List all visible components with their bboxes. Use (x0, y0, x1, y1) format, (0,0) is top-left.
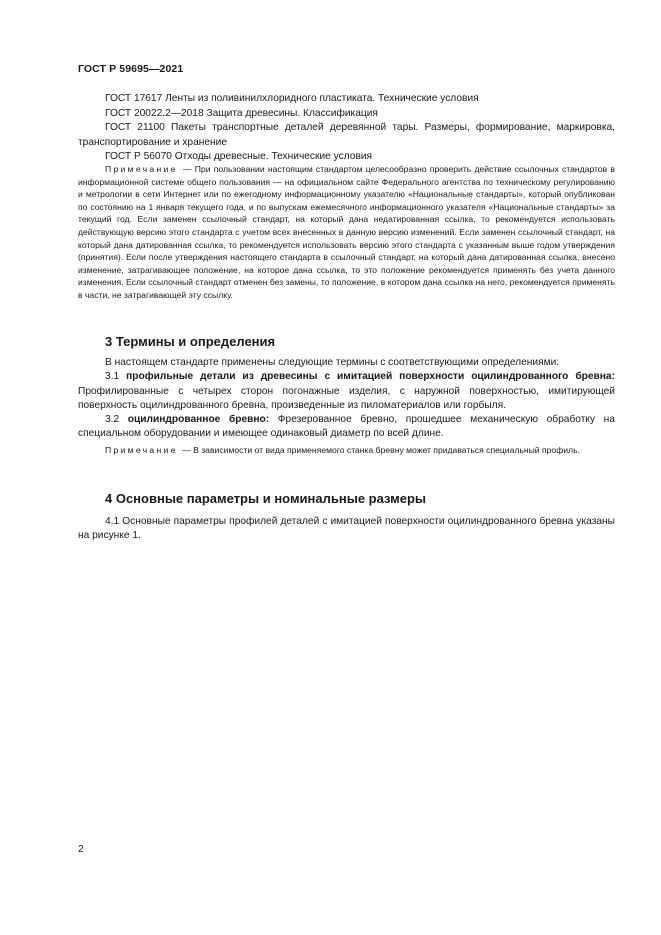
section-4-text: 4.1 Основные параметры профилей деталей с имитацией поверхности оцилиндрованного бревна указаны на рисунке 1. (78, 516, 615, 542)
page-number: 2 (78, 844, 84, 855)
reference-item: ГОСТ Р 56070 Отходы древесные. Технические условия (105, 151, 373, 162)
term-number: 3.2 (105, 414, 120, 426)
note-text: — При пользовании настоящим стандартом целесообразно проверить действие ссылочных стандартов в информационной системе общего пользования — на официальном сайте Федерального агентства по техническому регулированию и метрологии в сети Интернет или по ежегодному информационному указателю «Национальные стандарты», который опубликован по состоянию на 1 января текущего года, и по выпускам ежемесячного информационного указателя «Национальные стандарты» за текущий год. Если заменен ссылочный стандарт, на который дана недатированная ссылка, то рекомендуется использовать действующую версию этого стандарта с учетом всех внесенных в данную версию изменений. Если заменен ссылочный стандарт, на который дана датированная ссылка, то рекомендуется использовать версию этого стандарта с указанным выше годом утверждения (принятия). Если после утверждения настоящего стандарта в ссылочный стандарт, на который дана датированная ссылка, внесено изменение, затрагивающее положение, на которое дана ссылка, то это положение рекомендуется применять без учета данного изменения. Если ссылочный стандарт отменен без замены, то положение, в котором дана ссылка на него, рекомендуется применять в части, не затрагивающей эту ссылку. (78, 164, 615, 300)
term-3-2 (78, 413, 615, 442)
normative-references (78, 92, 615, 165)
reference-item: ГОСТ 21100 Пакеты транспортные деталей деревянной тары. Размеры, формирование, маркировка, транспортирование и хранение (78, 122, 615, 148)
note-text: — В зависимости от вида применяемого станка бревну может придаваться специальный профиль. (182, 445, 580, 455)
section-3-body (78, 356, 615, 442)
term-definition: Фрезерованное бревно, прошедшее механическую обработку на специальном оборудовании и имеющее одинаковый диаметр по всей длине. (78, 414, 615, 440)
term-title: оцилиндрованное бревно: (127, 414, 270, 426)
section-3-intro: В настоящем стандарте применены следующие термины с соответствующими определениями: (105, 357, 560, 368)
document-header: ГОСТ Р 59695—2021 (78, 63, 184, 75)
note-label: Примечание (105, 164, 178, 174)
note-label: Примечание (105, 445, 178, 455)
term-3-1 (78, 370, 615, 413)
note-profile (78, 444, 615, 457)
term-definition: Профилированные с четырех сторон погонажные изделия, с наружной поверхностью, имитирующей поверхность оцилиндрованного бревна, произведенные из пиломатериалов или горбыля. (78, 385, 615, 411)
reference-item: ГОСТ 20022.2—2018 Защита древесины. Классификация (105, 107, 378, 119)
reference-item: ГОСТ 17617 Ленты из поливинилхлоридного пластиката. Технические условия (105, 93, 479, 104)
section-3-heading: 3 Термины и определения (105, 334, 276, 349)
section-4-body (78, 515, 615, 544)
note-references (78, 163, 615, 302)
section-4-heading: 4 Основные параметры и номинальные размеры (105, 491, 427, 506)
term-title: профильные детали из древесины с имитацией поверхности оцилиндрованного бревна: (126, 371, 615, 383)
term-number: 3.1 (105, 371, 120, 383)
